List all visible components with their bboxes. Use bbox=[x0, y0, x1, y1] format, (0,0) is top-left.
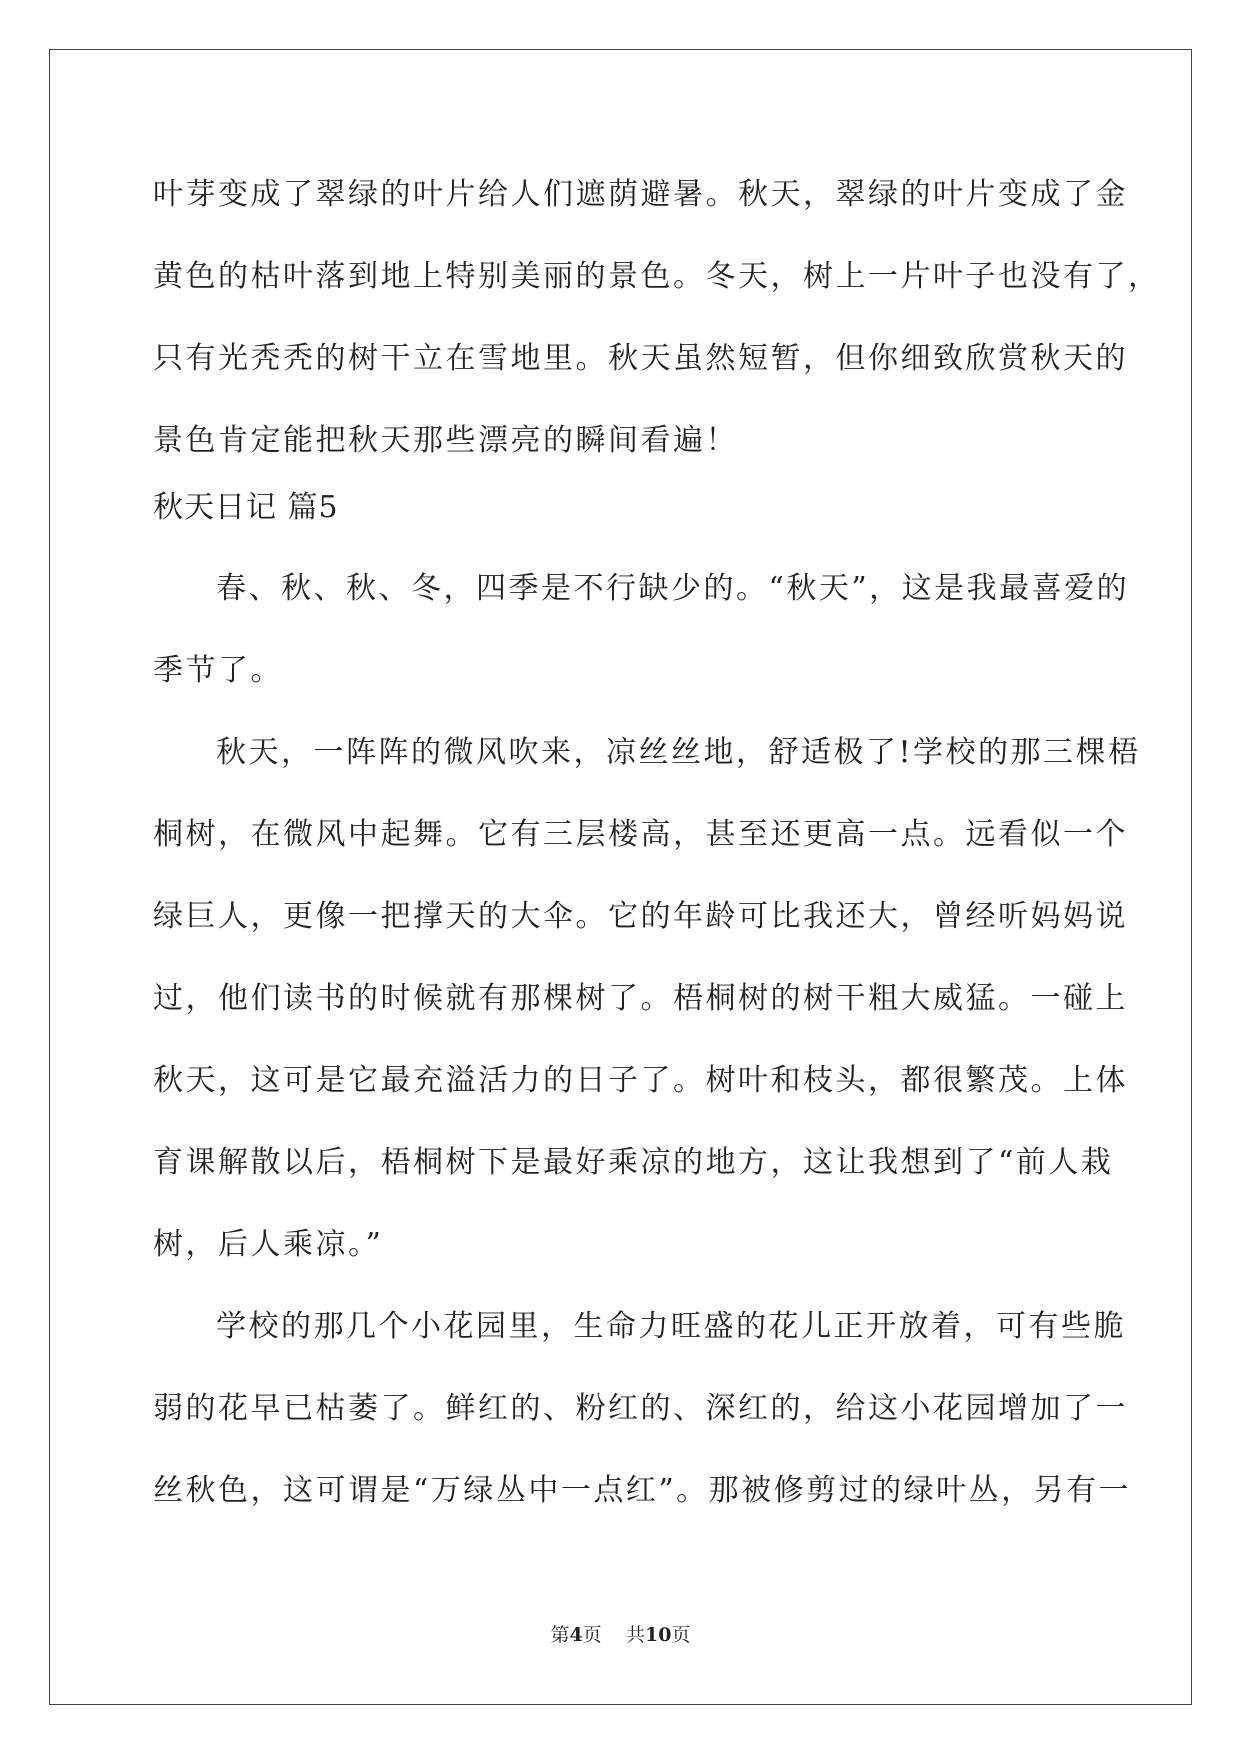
text-line: 秋天，这可是它最充溢活力的日子了。树叶和枝头，都很繁茂。上体 bbox=[153, 1063, 1128, 1098]
text-line: 桐树，在微风中起舞。它有三层楼高，甚至还更高一点。远看似一个 bbox=[153, 817, 1128, 852]
paragraph-3 bbox=[153, 1286, 1132, 1532]
text-line: 育课解散以后，梧桐树下是最好乘凉的地方，这让我想到了“前人栽 bbox=[153, 1145, 1114, 1180]
page-total: 10 bbox=[644, 1624, 672, 1646]
page-prefix: 第 bbox=[550, 1624, 570, 1646]
text-line: 景色肯定能把秋天那些漂亮的瞬间看遍！ bbox=[153, 423, 738, 458]
document-body bbox=[153, 154, 1161, 1532]
page-current: 4 bbox=[569, 1624, 583, 1646]
text-line: 叶芽变成了翠绿的叶片给人们遮荫避暑。秋天，翠绿的叶片变成了金 bbox=[153, 177, 1128, 212]
text-line: 树，后人乘凉。” bbox=[153, 1227, 384, 1262]
paragraph-1 bbox=[153, 548, 1130, 712]
text-line: 弱的花早已枯萎了。鲜红的、粉红的、深红的，给这小花园增加了一 bbox=[153, 1391, 1128, 1426]
section-heading: 秋天日记 篇5 bbox=[153, 490, 339, 525]
paragraph-2 bbox=[153, 712, 1141, 1286]
text-line: 丝秋色，这可谓是“万绿丛中一点红”。那被修剪过的绿叶丛，另有一 bbox=[153, 1473, 1132, 1508]
text-line: 季节了。 bbox=[153, 653, 283, 688]
text-line: 黄色的枯叶落到地上特别美丽的景色。冬天，树上一片叶子也没有了， bbox=[153, 259, 1161, 294]
text-line: 秋天，一阵阵的微风吹来，凉丝丝地，舒适极了!学校的那三棵梧 bbox=[216, 735, 1141, 770]
paragraph-continued bbox=[153, 154, 1161, 482]
page-mid: 页 bbox=[582, 1624, 602, 1646]
total-suffix: 页 bbox=[671, 1624, 691, 1646]
page-footer bbox=[0, 1620, 1241, 1647]
text-line: 绿巨人，更像一把撑天的大伞。它的年龄可比我还大，曾经听妈妈说 bbox=[153, 899, 1128, 934]
text-line: 只有光秃秃的树干立在雪地里。秋天虽然短暂，但你细致欣赏秋天的 bbox=[153, 341, 1128, 376]
text-line: 过，他们读书的时候就有那棵树了。梧桐树的树干粗大威猛。一碰上 bbox=[153, 981, 1128, 1016]
total-prefix: 共 bbox=[625, 1624, 645, 1646]
text-line: 春、秋、秋、冬，四季是不行缺少的。“秋天”，这是我最喜爱的 bbox=[216, 571, 1130, 606]
text-line: 学校的那几个小花园里，生命力旺盛的花儿正开放着，可有些脆 bbox=[216, 1309, 1126, 1344]
